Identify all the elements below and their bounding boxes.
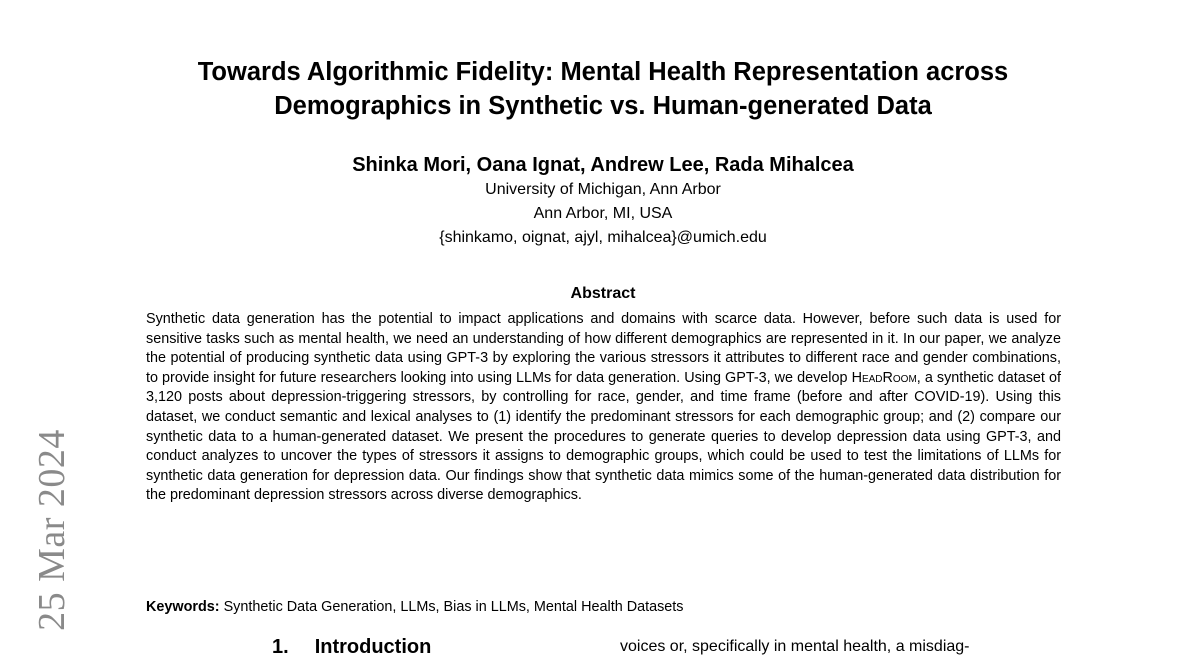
author-list: Shinka Mori, Oana Ignat, Andrew Lee, Rada Mihalcea (352, 154, 854, 176)
paper-title (100, 55, 1106, 123)
section-title: Introduction (314, 636, 432, 658)
keywords-line (146, 597, 1061, 617)
affiliation-block (100, 178, 1106, 250)
watermark-text: 25 Mar 2024 (31, 429, 73, 631)
abstract-body (146, 310, 1061, 506)
arxiv-date-watermark (28, 425, 76, 635)
abstract-text-part-1: Synthetic data generation has the potential to impact applications and domains with scarce data. However, before such data is used for sensitive tasks such as mental health, we need an understanding of how different demographics are represented in it. In our paper, we analyze the potential of producing synthetic data using GPT-3 by exploring the various stressors it attributes to different race and gender combinations, to provide insight for future researchers looking into using LLMs for data generation. Using GPT-3, we develop (146, 311, 1061, 386)
affiliation-location: Ann Arbor, MI, USA (533, 205, 673, 222)
column-2-first-line: voices or, specifically in mental health, a misdiag- (620, 638, 970, 655)
dataset-name: HeadRoom (851, 369, 917, 386)
abstract-heading: Abstract (570, 285, 636, 302)
abstract-text-part-2: , a synthetic dataset of 3,120 posts about depression-triggering stressors, by controlling for race, gender, and time frame (before and after COVID-19). Using this dataset, we conduct semantic and lexical analyses to (1) identify the predominant stressors for each demographic group; and (2) compare our synthetic data to a human-generated dataset. We present the procedures to generate queries to develop depression data using GPT-3, and conduct analyzes to uncover the types of stressors it assigns to demographic groups, which could be used to test the limitations of LLMs for synthetic data generation for depression data. Our findings show that synthetic data mimics some of the human-generated data distribution for the predominant depression stressors across diverse demographics. (146, 369, 1061, 504)
title-line-1: Towards Algorithmic Fidelity: Mental Health Representation across (197, 58, 1009, 86)
keywords-label: Keywords: (146, 599, 220, 615)
keywords-text: Synthetic Data Generation, LLMs, Bias in LLMs, Mental Health Datasets (223, 599, 684, 615)
section-heading-introduction (272, 634, 431, 660)
affiliation-emails: {shinkamo, oignat, ajyl, mihalcea}@umich.edu (439, 229, 767, 246)
section-number: 1. (272, 636, 289, 658)
affiliation-institution: University of Michigan, Ann Arbor (485, 181, 721, 198)
title-line-2: Demographics in Synthetic vs. Human-generated Data (274, 92, 932, 120)
